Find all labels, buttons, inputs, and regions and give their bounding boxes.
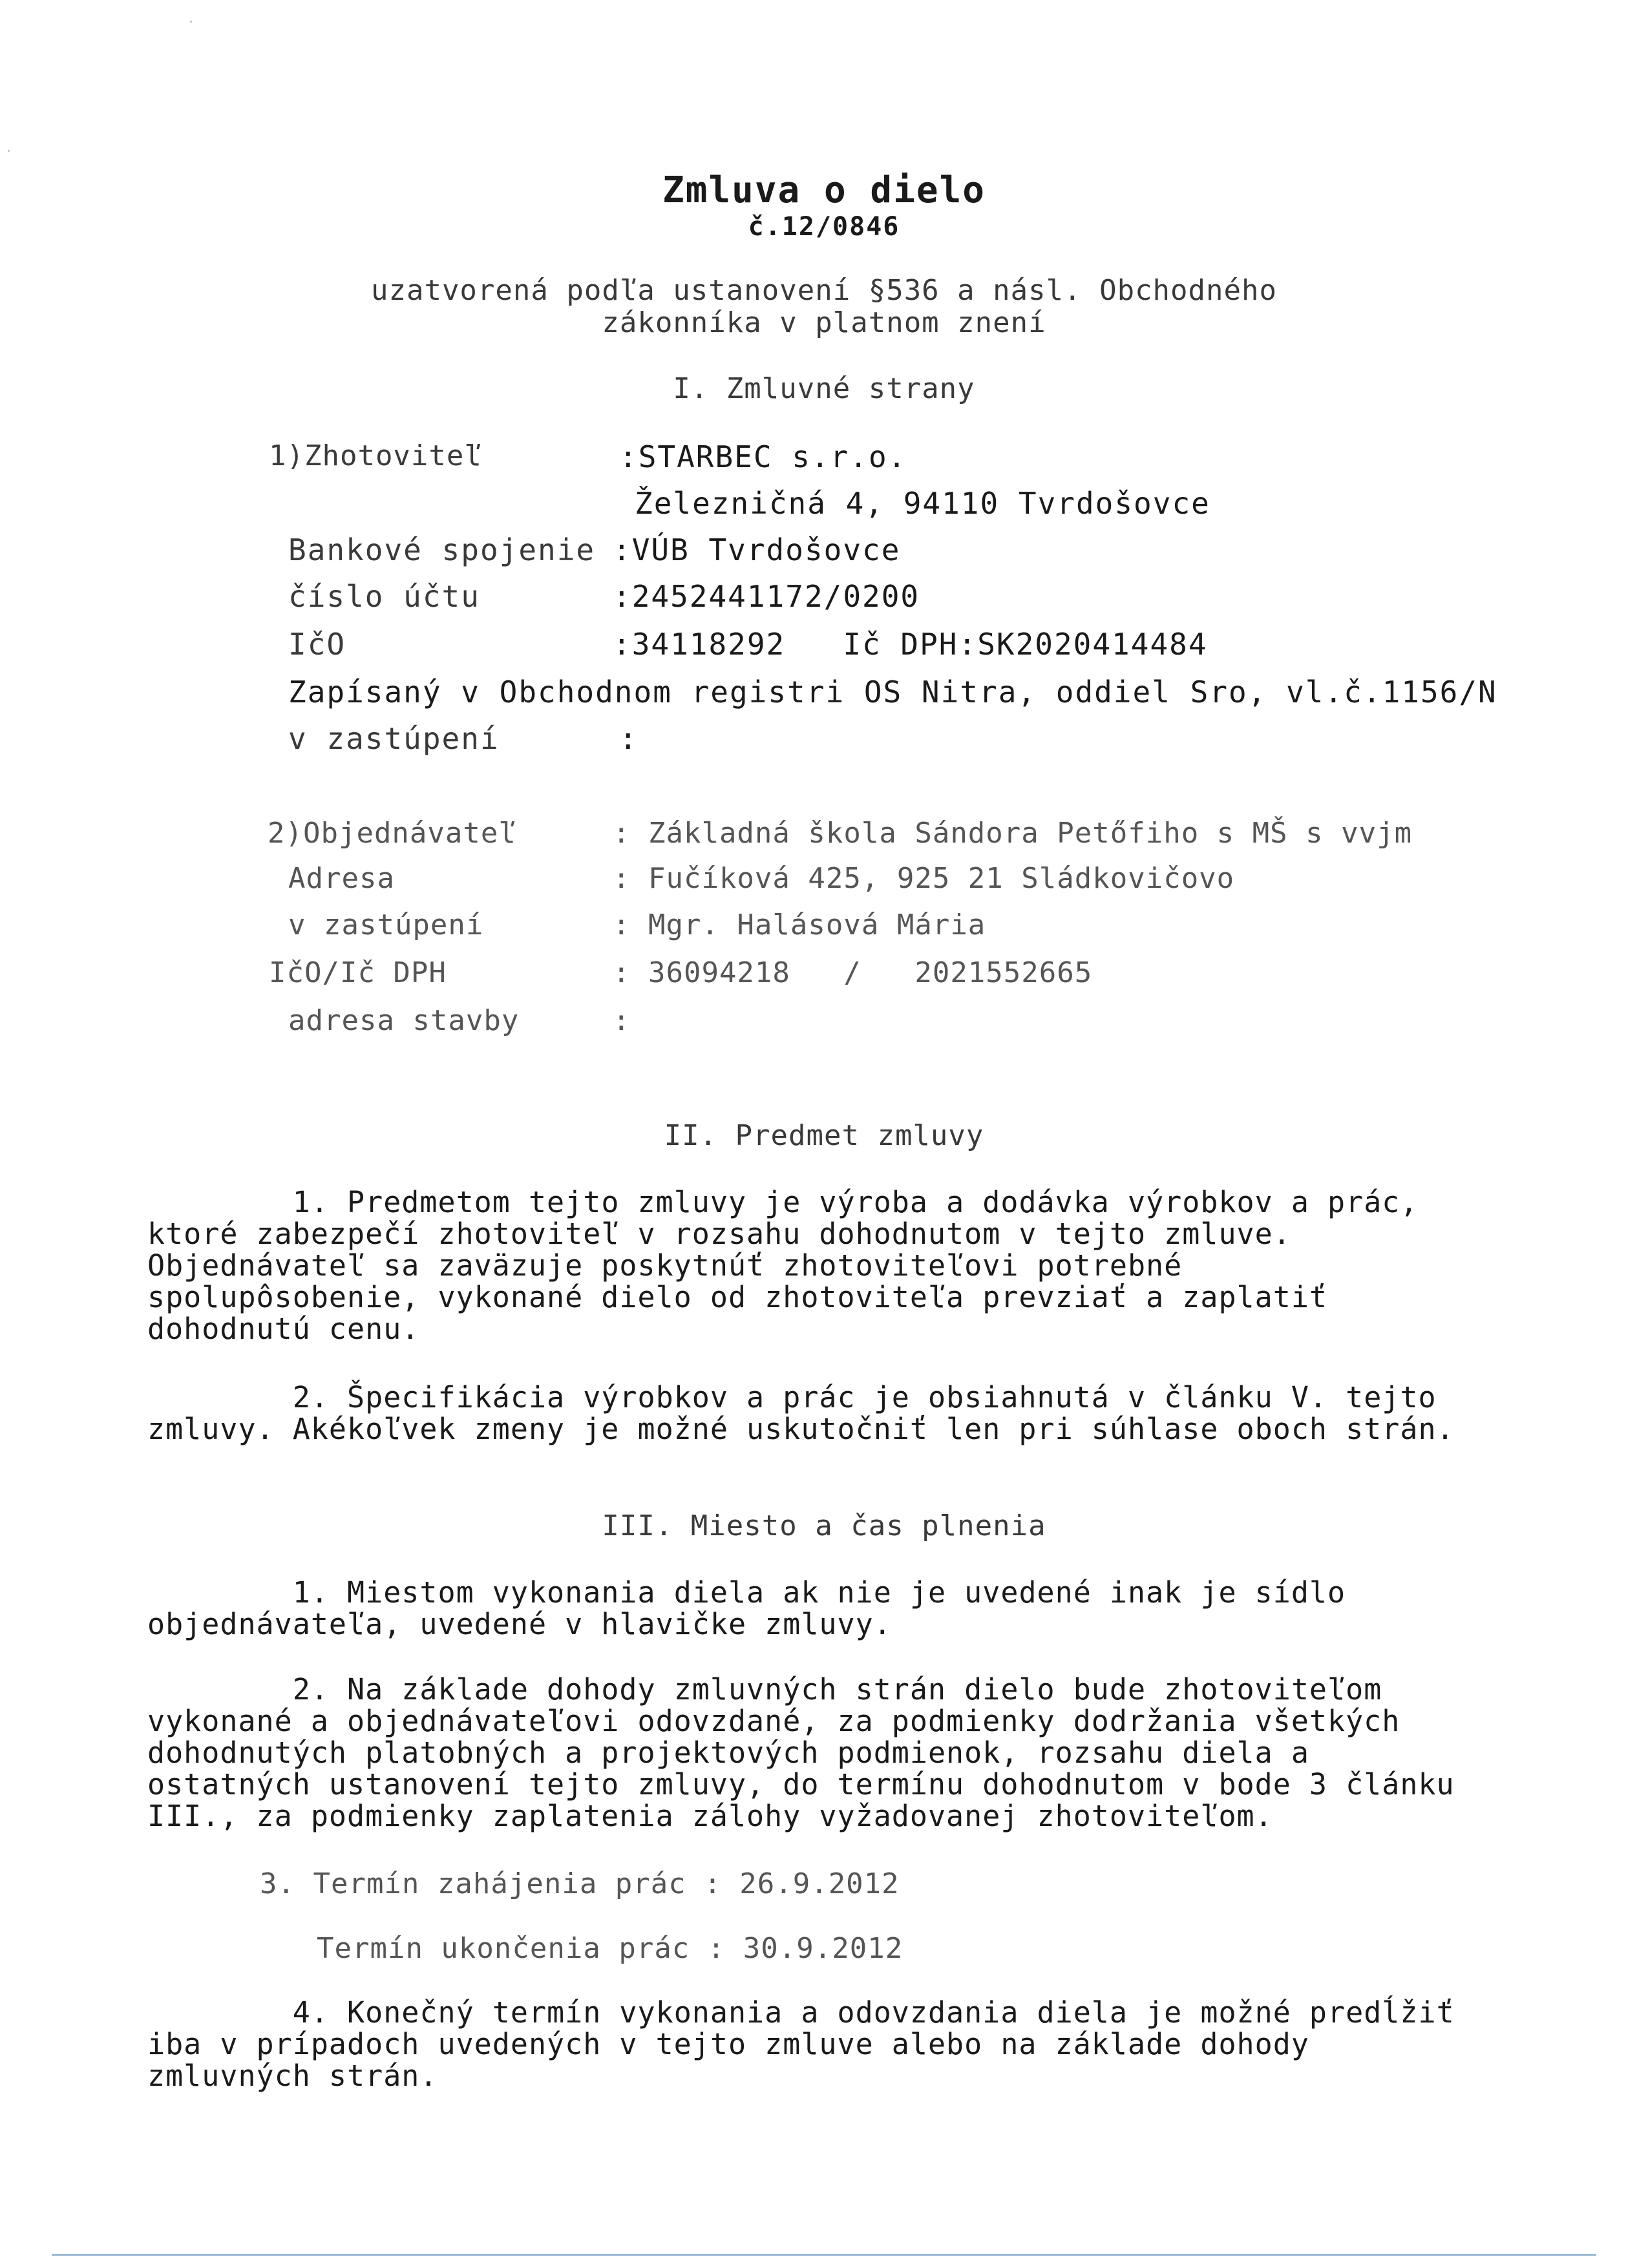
place-paragraph-4: 4. Konečný termín vykonania a odovzdania diela je možné predĺžiť iba v prípadoch uvedených v tejto zmluve alebo na základe dohody zmluvných strán. [147,1995,1455,2093]
start-date: 3. Termín zahájenia prác : 26.9.2012 [260,1867,900,1900]
section-heading-parties: I. Zmluvné strany [673,372,975,405]
subtitle-line-1: uzatvorená podľa ustanovení §536 a násl. Obchodného [370,274,1277,307]
contractor-label: 1)Zhotoviteľ [269,439,482,472]
scan-speck [8,150,10,152]
contractor-rep-label: v zastúpení [288,721,500,756]
contractor-name: :STARBEC s.r.o. [619,439,907,474]
client-ico-value: : 36094218 / 2021552665 [613,956,1093,989]
scan-speck [190,21,192,23]
document-title: Zmluva o dielo [662,169,986,211]
client-address-label: Adresa [288,862,395,895]
bank-value: :VÚB Tvrdošovce [613,532,901,567]
site-address-label: adresa stavby [288,1004,520,1037]
contractor-rep-value: : [619,721,639,756]
bank-label: Bankové spojenie [288,532,596,567]
contractor-address: Železničná 4, 94110 Tvrdošovce [635,486,1210,521]
client-name: : Základná škola Sándora Petőfiho s MŠ s vvjm [613,817,1413,850]
client-address-value: : Fučíková 425, 925 21 Sládkovičovo [613,862,1235,895]
section-heading-subject: II. Predmet zmluvy [664,1119,984,1152]
site-address-value: : [613,1004,631,1037]
client-label: 2)Objednávateľ [268,817,516,850]
ico-value: :34118292 Ič DPH:SK2020414484 [613,627,1208,662]
subject-paragraph-1: 1. Predmetom tejto zmluvy je výroba a dodávka výrobkov a prác, ktoré zabezpečí zhotoviteľ v rozsahu dohodnutom v tejto zmluve. Objednávateľ sa zaväzuje poskytnúť zhotoviteľovi potrebné spolupôsobenie, vykonané dielo od zhotoviteľa prevziať a zaplatiť dohodnutú cenu. [147,1185,1419,1346]
ico-label: IčO [288,627,346,662]
client-ico-label: IčO/Ič DPH [269,956,447,989]
scan-edge-line [52,2254,1596,2256]
contract-number: č.12/0846 [748,212,900,242]
section-heading-place-time: III. Miesto a čas plnenia [602,1509,1046,1542]
register-info: Zapísaný v Obchodnom registri OS Nitra, oddiel Sro, vl.č.1156/N [288,675,1497,709]
client-rep-value: : Mgr. Halásová Mária [613,908,986,941]
account-value: :2452441172/0200 [613,579,920,614]
place-paragraph-2: 2. Na základe dohody zmluvných strán dielo bude zhotoviteľom vykonané a objednávateľovi odovzdané, za podmienky dodržania všetkých dohodnutých platobných a projektových podmienok, rozsahu diela a ostatných ustanovení tejto zmluvy, do termínu dohodnutom v bode 3 článku III., za podmienky zaplatenia zálohy vyžadovanej zhotoviteľom. [147,1672,1455,1833]
subject-paragraph-2: 2. Špecifikácia výrobkov a prác je obsiahnutá v článku V. tejto zmluvy. Akékoľvek zmeny je možné uskutočniť len pri súhlase oboch strán. [147,1380,1455,1446]
client-rep-label: v zastúpení [288,908,484,941]
end-date: Termín ukončenia prác : 30.9.2012 [317,1932,903,1965]
subtitle-line-2: zákonníka v platnom znení [602,306,1046,339]
account-label: číslo účtu [288,579,480,614]
place-paragraph-1: 1. Miestom vykonania diela ak nie je uvedené inak je sídlo objednávateľa, uvedené v hlavičke zmluvy. [147,1575,1346,1641]
